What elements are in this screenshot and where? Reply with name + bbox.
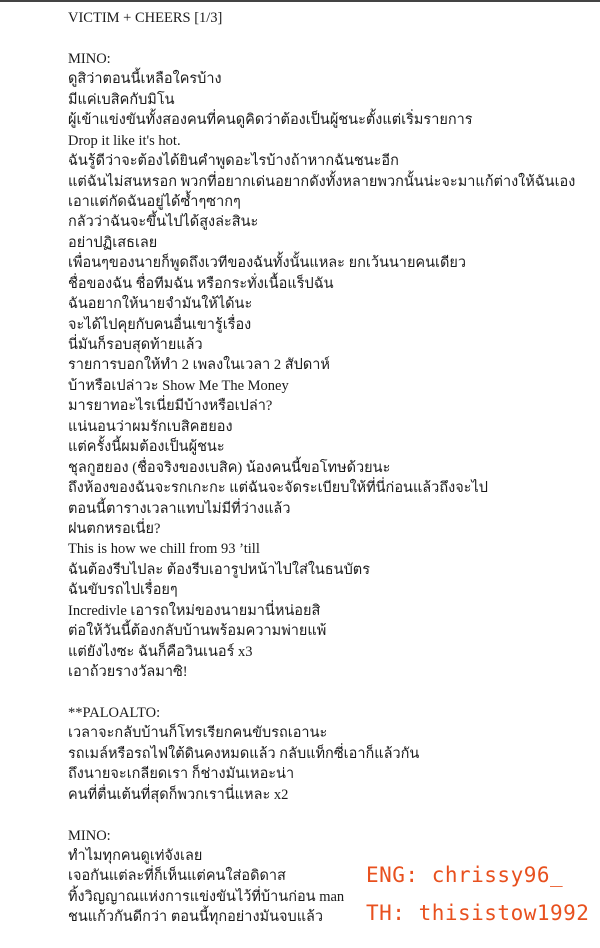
credit-english: ENG: chrissy96_ (366, 863, 564, 887)
lyric-line: มีแค่เบสิคกับมิโน (68, 91, 175, 108)
lyric-line: ชนแก้วกันดีกว่า ตอนนี้ทุกอย่างมันจบแล้ว (68, 909, 324, 926)
lyric-line: เพื่อนๆของนายก็พูดถึงเวทีของฉันทั้งนั้นแหละ ยกเว้นนายคนเดียว (68, 255, 467, 272)
lyric-line: ฉันรู้ดีว่าจะต้องได้ยินคำพูดอะไรบ้างถ้าหากฉันชนะอีก (68, 153, 399, 170)
top-border (0, 0, 600, 2)
translator-credits (366, 856, 589, 932)
lyric-line: มารยาทอะไรเนี่ยมีบ้างหรือเปล่า? (68, 398, 273, 415)
lyric-line: ดูสิว่าตอนนี้เหลือใครบ้าง (68, 71, 222, 88)
lyric-line: บ้าหรือเปล่าวะ Show Me The Money (68, 377, 289, 394)
lyric-line: ต่อให้วันนี้ต้องกลับบ้านพร้อมความพ่ายแพ้ (68, 623, 327, 640)
lyric-line: แต่ครั้งนี้ผมต้องเป็นผู้ชนะ (68, 439, 225, 456)
spacer (68, 682, 588, 702)
lyric-line: ชื่อของฉัน ชื่อทีมฉัน หรือกระทั่งเนื้อแร็ปฉัน (68, 275, 334, 292)
spacer (68, 805, 588, 825)
lyric-line: ถึงห้องของฉันจะรกเกะกะ แต่ฉันจะจัดระเบียบให้ที่นี่ก่อนแล้วถึงจะไป (68, 480, 488, 497)
lyric-line: อย่าปฏิเสธเลย (68, 234, 158, 251)
lyric-line: ทิ้งวิญญาณแห่งการแข่งขันไว้ที่บ้านก่อน man (68, 888, 345, 905)
lyric-line: ผู้เข้าแข่งขันทั้งสองคนที่คนดูคิดว่าต้องเป็นผู้ชนะตั้งแต่เริ่มรายการ (68, 112, 473, 129)
lyric-line: คนที่ตื่นเต้นที่สุดก็พวกเรานี่แหละ x2 (68, 786, 289, 803)
lyrics-section (68, 49, 588, 683)
lyric-line: เวลาจะกลับบ้านก็โทรเรียกคนขับรถเอานะ (68, 725, 328, 742)
lyric-line: This is how we chill from 93 ’till (68, 541, 260, 558)
lyric-line: ฉันต้องรีบไปละ ต้องรีบเอารูปหน้าไปใส่ในธนบัตร (68, 561, 370, 578)
lyric-line: รายการบอกให้ทำ 2 เพลงในเวลา 2 สัปดาห์ (68, 357, 330, 374)
lyric-line: ฉันอยากให้นายจำมันให้ได้นะ (68, 296, 253, 313)
lyric-line: ชุลกูฮยอง (ชื่อจริงของเบสิค) น้องคนนี้ขอโทษด้วยนะ (68, 459, 391, 476)
lyric-line: แน่นอนว่าผมรักเบสิคฮยอง (68, 418, 233, 435)
lyrics-section (68, 703, 588, 805)
lyric-line: ถึงนายจะเกลียดเรา ก็ช่างมันเหอะน่า (68, 766, 295, 783)
lyrics-sections (68, 49, 588, 928)
lyric-line: แต่ฉันไม่สนหรอก พวกที่อยากเด่นอยากดังทั้งหลายพวกนั้นน่ะจะมาแก้ต่างให้ฉันเอง (68, 173, 576, 190)
lyric-line: ฉันขับรถไปเรื่อยๆ (68, 582, 178, 599)
speaker-label: MINO: (68, 827, 111, 844)
lyric-line: นี่มันก็รอบสุดท้ายแล้ว (68, 337, 203, 353)
lyric-line: เอาแต่กัดฉันอยู่ได้ซ้ำๆซากๆ (68, 193, 241, 210)
credit-thai: TH: thisistow1992 (366, 901, 590, 925)
lyric-line: เจอกันแต่ละที่ก็เห็นแต่คนใส่อดิดาส (68, 868, 286, 885)
document-title: VICTIM + CHEERS [1/3] (68, 10, 223, 26)
speaker-label: MINO: (68, 50, 111, 67)
lyric-line: ตอนนี้ตารางเวลาแทบไม่มีที่ว่างแล้ว (68, 500, 291, 517)
speaker-label: **PALOALTO: (68, 704, 161, 721)
lyric-line: เอาถ้วยรางวัลมาซิ! (68, 664, 188, 680)
lyric-line: ทำไมทุกคนดูเท่จังเลย (68, 847, 203, 864)
lyric-line: แต่ยังไงซะ ฉันก็คือวินเนอร์ x3 (68, 643, 253, 660)
lyric-line: กลัวว่าฉันจะขึ้นไปได้สูงล่ะสินะ (68, 214, 259, 231)
lyric-line: ฝนตกหรอเนี่ย? (68, 520, 161, 537)
spacer (68, 28, 588, 48)
lyrics-document (68, 8, 588, 928)
lyric-line: รถเมล์หรือรถไฟใต้ดินคงหมดแล้ว กลับแท็กซี่เอาก็แล้วกัน (68, 745, 420, 762)
lyric-line: Drop it like it's hot. (68, 132, 181, 149)
lyric-line: Incredivle เอารถใหม่ของนายมานี่หน่อยสิ (68, 602, 321, 619)
lyric-line: จะได้ไปคุยกับคนอื่นเขารู้เรื่อง (68, 316, 252, 333)
